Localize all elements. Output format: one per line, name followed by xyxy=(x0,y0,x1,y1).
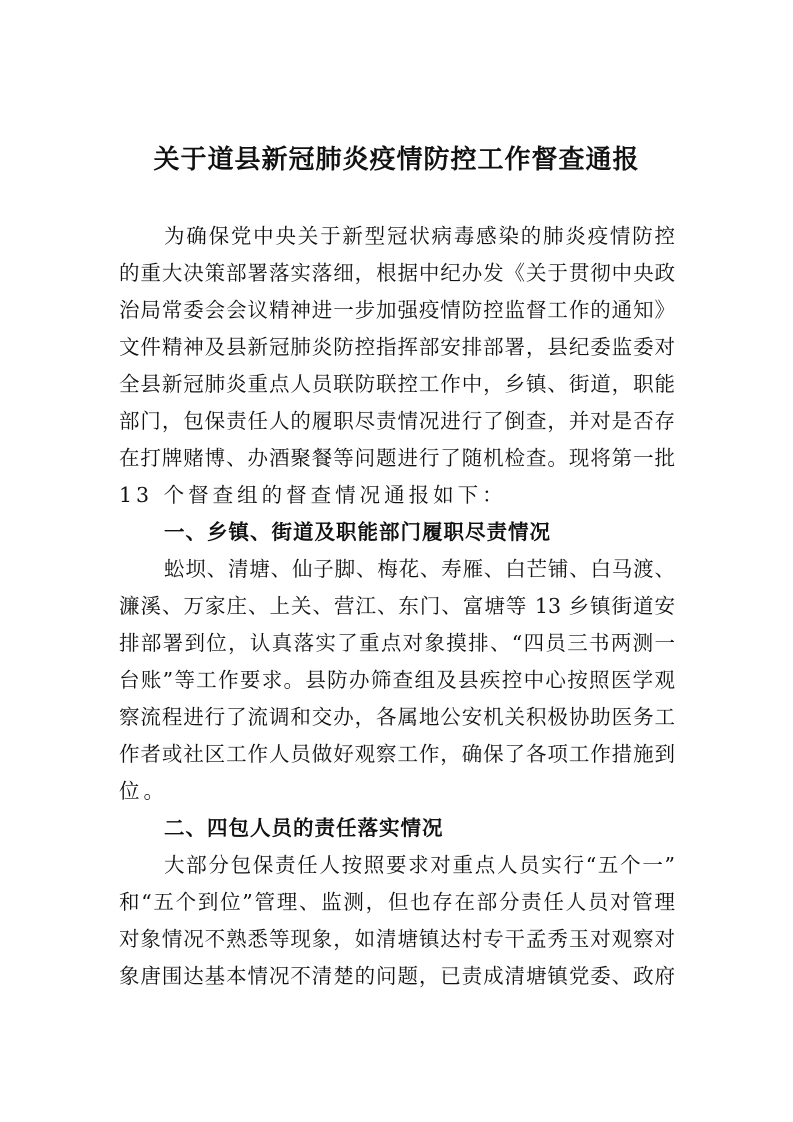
section-1-heading: 一、乡镇、街道及职能部门履职尽责情况 xyxy=(164,520,551,544)
text-line: 为确保党中央关于新型冠状病毒感染的肺炎疫情防控 xyxy=(164,224,675,248)
text-line: 排部署到位，认真落实了重点对象摸排、“四员三书两测一 xyxy=(119,631,675,655)
text-line: 濂溪、万家庄、上关、营江、东门、富塘等 13 乡镇街道安 xyxy=(119,594,675,618)
text-line: 的重大决策部署落实落细，根据中纪办发《关于贯彻中央政 xyxy=(119,261,675,285)
text-line: 象唐围达基本情况不清楚的问题，已责成清塘镇党委、政府 xyxy=(119,964,675,988)
text-line: 和“五个到位”管理、监测，但也存在部分责任人员对管理 xyxy=(119,890,675,914)
text-line: 台账”等工作要求。县防办筛查组及县疾控中心按照医学观 xyxy=(119,668,675,692)
text-line: 13 个督查组的督查情况通报如下： xyxy=(119,483,507,507)
text-line: 全县新冠肺炎重点人员联防联控工作中，乡镇、街道，职能 xyxy=(119,372,675,396)
text-line: 文件精神及县新冠肺炎防控指挥部安排部署，县纪委监委对 xyxy=(119,335,675,359)
text-line: 作者或社区工作人员做好观察工作，确保了各项工作措施到 xyxy=(119,742,675,766)
text-line: 蚣坝、清塘、仙子脚、梅花、寿雁、白芒铺、白马渡、 xyxy=(164,557,675,581)
text-line: 在打牌赌博、办酒聚餐等问题进行了随机检查。现将第一批 xyxy=(119,446,675,470)
document-title: 关于道县新冠肺炎疫情防控工作督查通报 xyxy=(153,145,640,175)
section-2-heading: 二、四包人员的责任落实情况 xyxy=(164,816,444,840)
text-line: 治局常委会会议精神进一步加强疫情防控监督工作的通知》 xyxy=(119,298,675,322)
document-body xyxy=(119,218,675,995)
section-2-paragraph xyxy=(119,847,675,995)
text-line: 大部分包保责任人按照要求对重点人员实行“五个一” xyxy=(164,853,675,877)
section-1-paragraph xyxy=(119,551,675,810)
text-line: 对象情况不熟悉等现象，如清塘镇达村专干孟秀玉对观察对 xyxy=(119,927,675,951)
text-line: 位。 xyxy=(119,779,168,803)
text-line: 察流程进行了流调和交办，各属地公安机关积极协助医务工 xyxy=(119,705,675,729)
intro-paragraph xyxy=(119,218,675,514)
text-line: 部门，包保责任人的履职尽责情况进行了倒查，并对是否存 xyxy=(119,409,675,433)
